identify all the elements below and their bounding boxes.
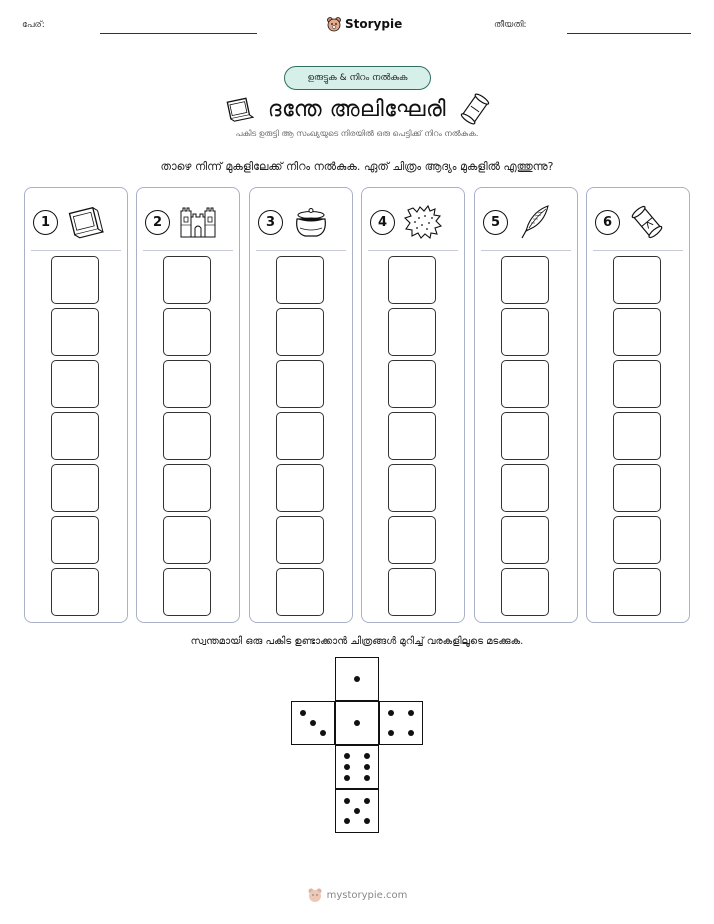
pip (344, 753, 350, 759)
die-face-bottom (335, 789, 379, 833)
die-face-right (379, 701, 423, 745)
color-box[interactable] (388, 568, 436, 616)
die-face-top (335, 657, 379, 701)
color-box[interactable] (388, 308, 436, 356)
die-face-center (335, 701, 379, 745)
column-3 (249, 187, 353, 623)
date-label: തീയതി: (494, 20, 527, 30)
pip (354, 676, 360, 682)
color-box[interactable] (163, 568, 211, 616)
column-divider (31, 250, 121, 251)
color-box[interactable] (613, 516, 661, 564)
header (0, 12, 714, 40)
die-face-left (291, 701, 335, 745)
instruction: താഴെ നിന്ന് മുകളിലേക്ക് നിറം നൽകുക. ഏത് ചിത്രം ആദ്യം മുകളിൽ എത്തുന്നു? (160, 160, 554, 173)
pip (388, 730, 394, 736)
name-field[interactable] (100, 33, 257, 34)
color-box[interactable] (501, 464, 549, 512)
column-header (258, 202, 346, 242)
color-box[interactable] (51, 256, 99, 304)
title-row (0, 92, 714, 126)
pip (344, 798, 350, 804)
pip (310, 720, 316, 726)
color-box[interactable] (501, 360, 549, 408)
column-header (483, 202, 571, 242)
color-box[interactable] (501, 568, 549, 616)
color-box[interactable] (613, 256, 661, 304)
color-box[interactable] (163, 516, 211, 564)
color-box[interactable] (613, 568, 661, 616)
column-5 (474, 187, 578, 623)
color-box[interactable] (51, 516, 99, 564)
color-box[interactable] (501, 412, 549, 460)
book-icon (224, 95, 254, 123)
color-box[interactable] (276, 516, 324, 564)
color-box[interactable] (51, 568, 99, 616)
activity-badge: ഉരുട്ടുക & നിറം നൽകുക (284, 66, 431, 90)
column-header (595, 202, 683, 242)
color-box[interactable] (613, 412, 661, 460)
column-divider (143, 250, 233, 251)
column-divider (593, 250, 683, 251)
page-title: ദന്തേ അലിഘേരി (267, 96, 447, 122)
hide-icon (403, 204, 443, 240)
name-label: പേര്: (22, 20, 45, 30)
footer-link[interactable]: mystorypie.com (326, 889, 408, 901)
color-box[interactable] (51, 360, 99, 408)
pip (364, 764, 370, 770)
pip (320, 730, 326, 736)
pip (364, 775, 370, 781)
color-box[interactable] (163, 256, 211, 304)
column-divider (256, 250, 346, 251)
die-face-lower (335, 745, 379, 789)
bear-icon (326, 16, 342, 32)
pip (344, 775, 350, 781)
pip (344, 818, 350, 824)
pip (354, 808, 360, 814)
footer (0, 884, 714, 906)
quill-icon (516, 203, 554, 241)
pip (300, 710, 306, 716)
color-box[interactable] (276, 360, 324, 408)
scroll-icon (628, 203, 666, 241)
number-circle: 6 (595, 210, 620, 235)
column-2 (136, 187, 240, 623)
columns-grid (24, 187, 690, 623)
column-1 (24, 187, 128, 623)
color-box[interactable] (276, 464, 324, 512)
pip (408, 710, 414, 716)
color-box[interactable] (388, 516, 436, 564)
color-box[interactable] (613, 360, 661, 408)
pip (344, 764, 350, 770)
color-box[interactable] (501, 256, 549, 304)
color-box[interactable] (613, 464, 661, 512)
number-circle: 2 (145, 210, 170, 235)
column-6 (586, 187, 690, 623)
color-box[interactable] (51, 308, 99, 356)
color-box[interactable] (51, 464, 99, 512)
column-header (33, 202, 121, 242)
number-circle: 5 (483, 210, 508, 235)
pip (364, 753, 370, 759)
color-box[interactable] (613, 308, 661, 356)
color-box[interactable] (501, 516, 549, 564)
column-4 (361, 187, 465, 623)
column-divider (368, 250, 458, 251)
color-box[interactable] (163, 412, 211, 460)
dice-instruction: സ്വന്തമായി ഒരു പകിട ഉണ്ടാക്കാൻ ചിത്രങ്ങൾ മുറിച്ച് വരകളിലൂടെ മടക്കുക. (190, 636, 524, 647)
number-circle: 1 (33, 210, 58, 235)
color-box[interactable] (501, 308, 549, 356)
date-field[interactable] (567, 33, 691, 34)
color-box[interactable] (388, 412, 436, 460)
pip (388, 710, 394, 716)
brand-logo (326, 13, 402, 35)
castle-icon (178, 205, 218, 239)
color-box[interactable] (163, 360, 211, 408)
color-box[interactable] (51, 412, 99, 460)
number-circle: 4 (370, 210, 395, 235)
color-box[interactable] (163, 308, 211, 356)
pip (354, 720, 360, 726)
pip (364, 798, 370, 804)
scroll-icon (460, 93, 490, 125)
color-box[interactable] (163, 464, 211, 512)
color-box[interactable] (276, 308, 324, 356)
column-divider (481, 250, 571, 251)
color-box[interactable] (388, 256, 436, 304)
color-box[interactable] (276, 412, 324, 460)
color-box[interactable] (276, 256, 324, 304)
color-box[interactable] (388, 360, 436, 408)
brand-name: Storypie (345, 17, 403, 31)
color-box[interactable] (276, 568, 324, 616)
number-circle: 3 (258, 210, 283, 235)
bear-icon (307, 887, 323, 903)
color-box[interactable] (388, 464, 436, 512)
column-header (370, 202, 458, 242)
book-icon (66, 204, 104, 240)
pip (408, 730, 414, 736)
column-header (145, 202, 233, 242)
subtitle: പകിട ഉരുട്ടി ആ സംഖ്യയുടെ നിരയിൽ ഒരു പെട്ടിക്ക് നിറം നൽകുക. (235, 129, 479, 138)
pip (364, 818, 370, 824)
pot-icon (291, 205, 331, 239)
